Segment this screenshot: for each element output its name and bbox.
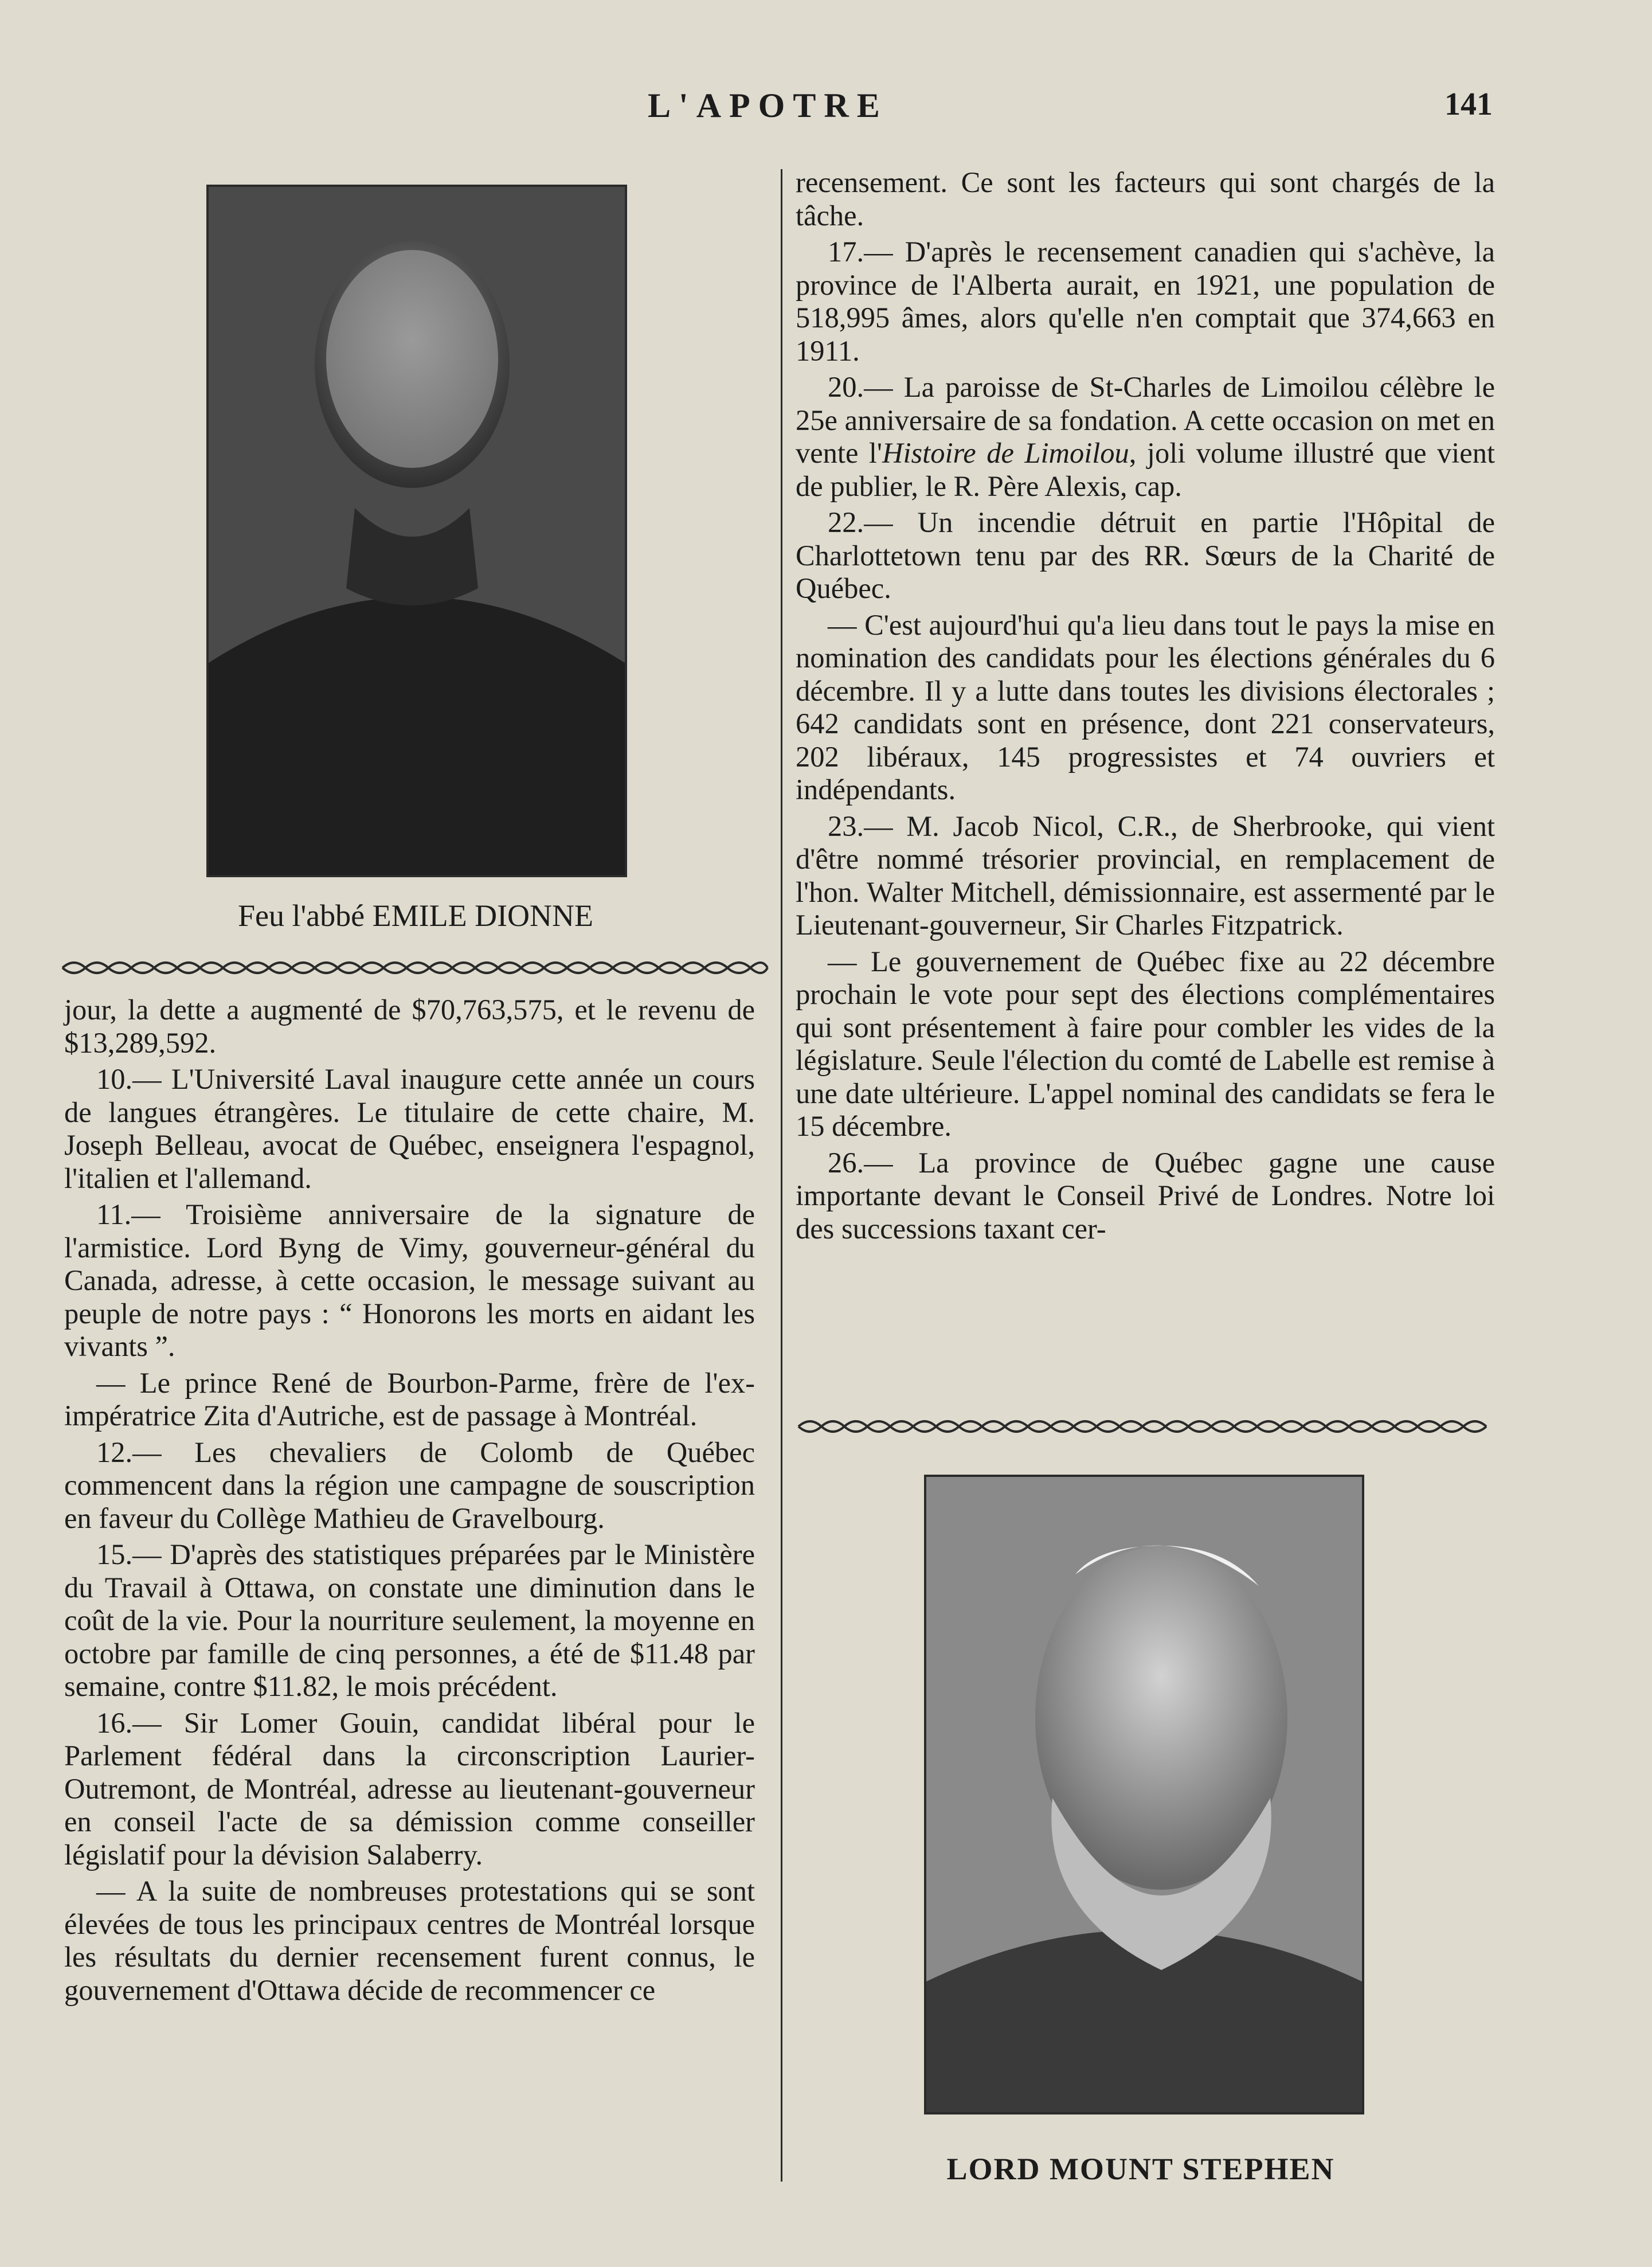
ornamental-divider-left bbox=[60, 956, 770, 979]
paragraph: — Le prince René de Bourbon-Parme, frère de l'ex-impératrice Zita d'Autriche, est de passage à Montréal. bbox=[64, 1366, 755, 1432]
paragraph: 10.— L'Université Laval inaugure cette année un cours de langues étrangères. Le titulaire de cette chaire, M. Joseph Belleau, avocat de Québec, enseignera l'espagnol, l'italien et l'allemand. bbox=[64, 1063, 755, 1194]
paragraph: — C'est aujourd'hui qu'a lieu dans tout le pays la mise en nomination des candidats pour les élections générales du 6 décembre. Il y a lutte dans toutes les divisions électorales ; 642 candidats sont en présence, dont 221 conservateurs, 202 libéraux, 145 progressistes et 74 ouvriers et indépendants. bbox=[796, 608, 1495, 806]
paragraph: — Le gouvernement de Québec fixe au 22 décembre prochain le vote pour sept des élections complémentaires qui sont présentement à faire pour combler les vides de la législature. Seule l'élection du comté de Labelle est remise à une date ultérieure. L'appel nominal des candidats se fera le 15 décembre. bbox=[796, 945, 1495, 1142]
paragraph: recensement. Ce sont les facteurs qui sont chargés de la tâche. bbox=[796, 166, 1495, 232]
text-run: 20.— La paroisse de St-Charles de Limoilou célèbre le 25e anniversaire de sa fondation. A cette occasion on met en vente l' bbox=[796, 371, 1495, 469]
left-column-text bbox=[64, 994, 755, 2010]
paragraph: 26.— La province de Québec gagne une cause importante devant le Conseil Privé de Londres. Notre loi des successions taxant cer- bbox=[796, 1146, 1495, 1245]
page-number: 141 bbox=[1444, 87, 1493, 122]
paragraph bbox=[796, 371, 1495, 503]
paragraph: 23.— M. Jacob Nicol, C.R., de Sherbrooke, qui vient d'être nommé trésorier provincial, en remplacement de l'hon. Walter Mitchell, démissionnaire, est assermenté par le Lieutenant-gouverneur, Sir Charles Fitzpatrick. bbox=[796, 810, 1495, 941]
portrait-emile-dionne-image bbox=[209, 187, 625, 875]
paragraph: 15.— D'après des statistiques préparées par le Ministère du Travail à Ottawa, on constate une diminution dans le coût de la vie. Pour la nourriture seulement, la moyenne en octobre par famille de cinq personnes, a été de $11.48 par semaine, contre $11.82, le mois précédent. bbox=[64, 1538, 755, 1702]
portrait-caption-dionne bbox=[189, 898, 642, 933]
paragraph: 17.— D'après le recensement canadien qui s'achève, la province de l'Alberta aurait, en 1921, une population de 518,995 âmes, alors qu'elle n'en comptait que 374,663 en 1911. bbox=[796, 236, 1495, 367]
column-divider bbox=[781, 169, 782, 2182]
caption-name: EMILE DIONNE bbox=[372, 898, 594, 933]
paragraph: 12.— Les chevaliers de Colomb de Québec commencent dans la région une campagne de souscription en faveur du Collège Mathieu de Gravelbourg. bbox=[64, 1436, 755, 1534]
paragraph: jour, la dette a augmenté de $70,763,575, et le revenu de $13,289,592. bbox=[64, 994, 755, 1059]
portrait-lord-mount-stephen bbox=[924, 1475, 1364, 2114]
paragraph: 22.— Un incendie détruit en partie l'Hôpital de Charlottetown tenu par des RR. Sœurs de la Charité de Québec. bbox=[796, 506, 1495, 604]
text-run: , joli volume illustré que vient de publier, le R. Père Alexis, cap. bbox=[796, 437, 1495, 502]
portrait-emile-dionne bbox=[206, 185, 627, 877]
paragraph: 11.— Troisième anniversaire de la signature de l'armistice. Lord Byng de Vimy, gouverneur-général du Canada, adresse, à cette occasion, le message suivant au peuple de notre pays : “ Honorons les morts en aidant les vivants ”. bbox=[64, 1198, 755, 1362]
running-header-title: L'APOTRE bbox=[648, 87, 888, 124]
paragraph: — A la suite de nombreuses protestations qui se sont élevées de tous les principaux centres de Montréal lorsque les résultats du dernier recensement furent connus, le gouvernement d'Ottawa décide de recommencer ce bbox=[64, 1875, 755, 2006]
portrait-caption-mount-stephen: LORD MOUNT STEPHEN bbox=[946, 2152, 1335, 2186]
portrait-lord-mount-stephen-image bbox=[926, 1477, 1362, 2112]
book-title: Histoire de Limoilou bbox=[882, 437, 1129, 469]
caption-prefix: Feu l'abbé bbox=[237, 898, 373, 933]
right-column-text bbox=[796, 166, 1495, 1249]
ornamental-divider-right bbox=[796, 1415, 1495, 1438]
paragraph: 16.— Sir Lomer Gouin, candidat libéral pour le Parlement fédéral dans la circonscription Laurier-Outremont, de Montréal, adresse au lieutenant-gouverneur en conseil l'acte de sa démission comme conseiller législatif pour la dévision Salaberry. bbox=[64, 1706, 755, 1871]
